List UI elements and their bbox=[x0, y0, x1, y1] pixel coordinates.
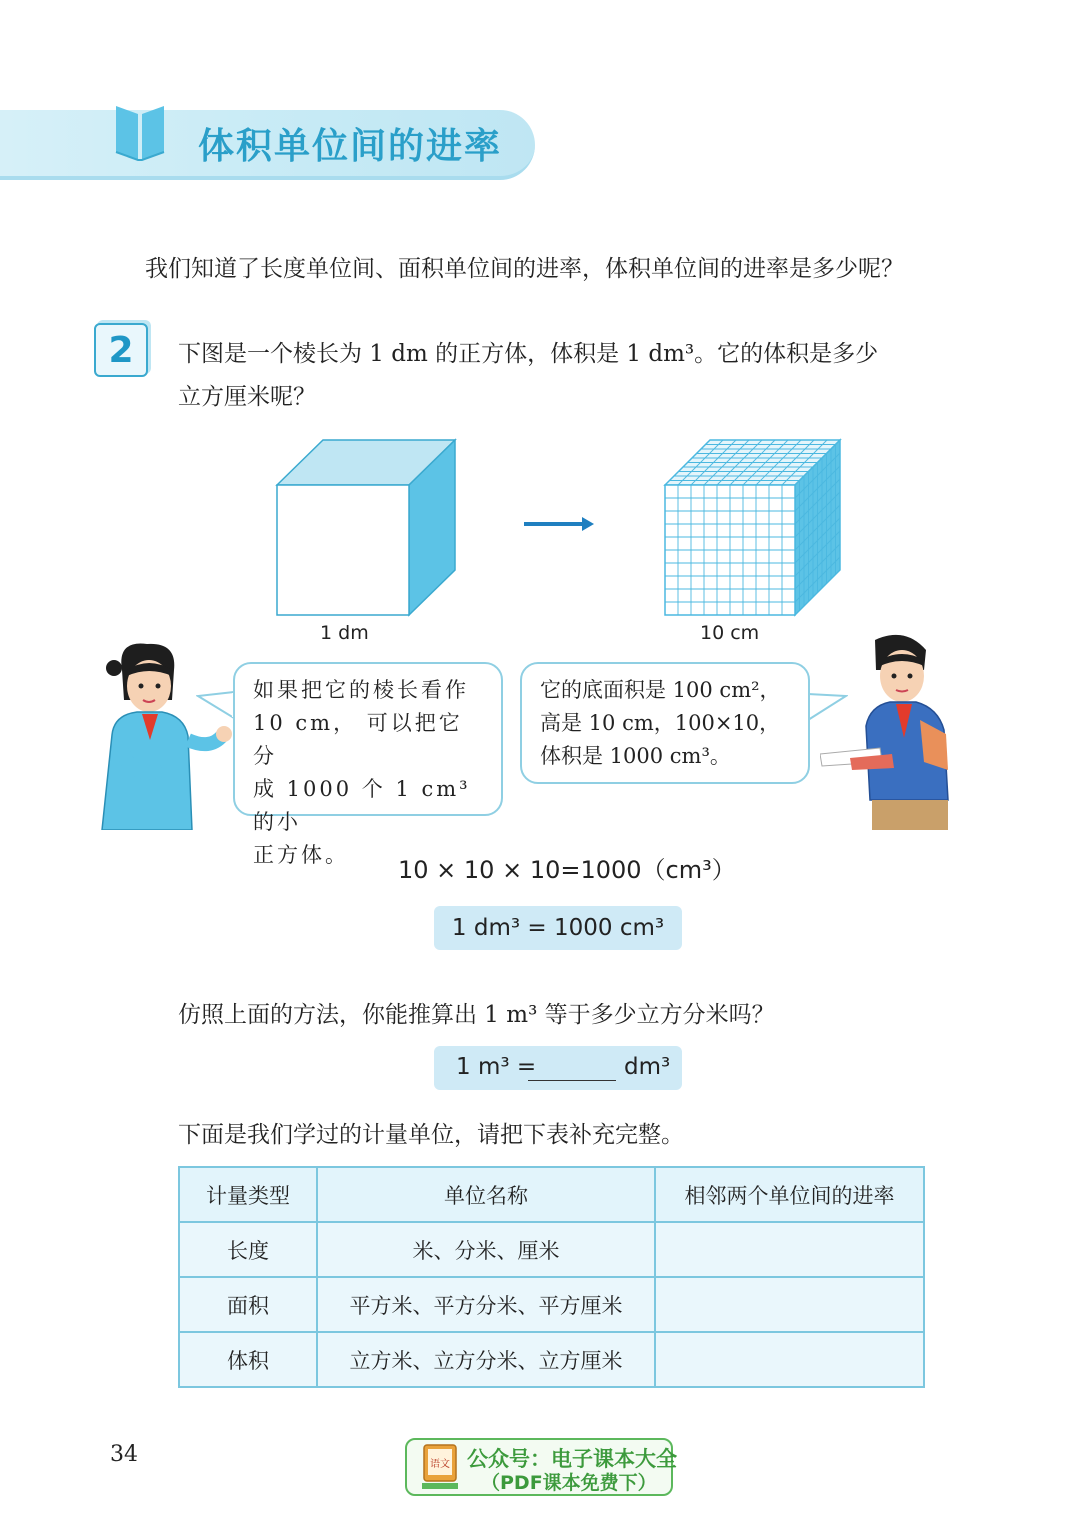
table-cell: 体积 bbox=[179, 1332, 317, 1387]
footer-badge-line1: 公众号：电子课本大全 bbox=[467, 1447, 677, 1471]
textbook-logo-icon bbox=[418, 1443, 462, 1491]
girl-illustration bbox=[92, 640, 232, 830]
bubble-tail-left bbox=[196, 688, 236, 728]
girl-bubble-line: 成 1000 个 1 cm³ 的小 bbox=[253, 777, 471, 834]
girl-bubble-line: 如果把它的棱长看作 bbox=[253, 678, 469, 702]
table-header-cell: 相邻两个单位间的进率 bbox=[655, 1167, 924, 1222]
table-cell: 面积 bbox=[179, 1277, 317, 1332]
girl-bubble-line: 正方体。 bbox=[253, 843, 349, 867]
volume-formula: 10 × 10 × 10=1000（cm³） bbox=[398, 856, 736, 884]
answer-blank[interactable] bbox=[528, 1080, 616, 1081]
table-answer-cell[interactable] bbox=[655, 1222, 924, 1277]
table-cell: 长度 bbox=[179, 1222, 317, 1277]
answer-prefix: 1 m³ = bbox=[456, 1054, 537, 1080]
table-cell: 米、分米、厘米 bbox=[317, 1222, 655, 1277]
table-cell: 立方米、立方分米、立方厘米 bbox=[317, 1332, 655, 1387]
boy-bubble-line: 体积是 1000 cm³。 bbox=[540, 744, 731, 768]
footer-badge-line2: （PDF课本免费下） bbox=[481, 1472, 657, 1494]
section-title: 体积单位间的进率 bbox=[198, 125, 503, 167]
problem-text-line1: 下图是一个棱长为 1 dm 的正方体，体积是 1 dm³。它的体积是多少 bbox=[178, 341, 879, 367]
problem-number-badge: 2 bbox=[94, 323, 148, 377]
table-header-cell: 单位名称 bbox=[317, 1167, 655, 1222]
table-row bbox=[179, 1277, 924, 1332]
book-icon bbox=[112, 100, 168, 162]
intro-text: 我们知道了长度单位间、面积单位间的进率，体积单位间的进率是多少呢？ bbox=[145, 256, 904, 282]
boy-bubble-line: 它的底面积是 100 cm²， bbox=[540, 678, 781, 702]
table-answer-cell[interactable] bbox=[655, 1277, 924, 1332]
units-table bbox=[178, 1166, 925, 1388]
arrow-right-icon bbox=[524, 517, 594, 531]
girl-bubble-line: 10 cm， 可以把它分 bbox=[253, 711, 463, 768]
table-row bbox=[179, 1222, 924, 1277]
answer-box bbox=[434, 1046, 682, 1090]
grid-cube bbox=[665, 440, 840, 615]
cube-figure bbox=[260, 430, 860, 630]
speech-bubble-boy bbox=[520, 662, 810, 784]
cube-edge-label-10cm: 10 cm bbox=[700, 622, 760, 644]
table-answer-cell[interactable] bbox=[655, 1332, 924, 1387]
cube-edge-label-1dm: 1 dm bbox=[320, 622, 369, 644]
answer-suffix: dm³ bbox=[624, 1054, 671, 1080]
table-header-cell: 计量类型 bbox=[179, 1167, 317, 1222]
bubble-tail-right bbox=[806, 690, 848, 730]
table-row bbox=[179, 1332, 924, 1387]
conversion-result-box: 1 dm³ = 1000 cm³ bbox=[434, 906, 682, 950]
boy-bubble-line: 高是 10 cm，100×10， bbox=[540, 711, 781, 735]
table-prompt: 下面是我们学过的计量单位，请把下表补充完整。 bbox=[178, 1122, 684, 1148]
logo-text: 语文 bbox=[430, 1459, 450, 1470]
exercise-prompt: 仿照上面的方法，你能推算出 1 m³ 等于多少立方分米吗？ bbox=[178, 1002, 775, 1028]
boy-illustration bbox=[820, 630, 960, 830]
page-number: 34 bbox=[110, 1442, 138, 1467]
table-cell: 平方米、平方分米、平方厘米 bbox=[317, 1277, 655, 1332]
problem-text-line2: 立方厘米呢？ bbox=[178, 384, 316, 410]
table-header-row bbox=[179, 1167, 924, 1222]
plain-cube bbox=[277, 440, 455, 615]
speech-bubble-girl bbox=[233, 662, 503, 867]
